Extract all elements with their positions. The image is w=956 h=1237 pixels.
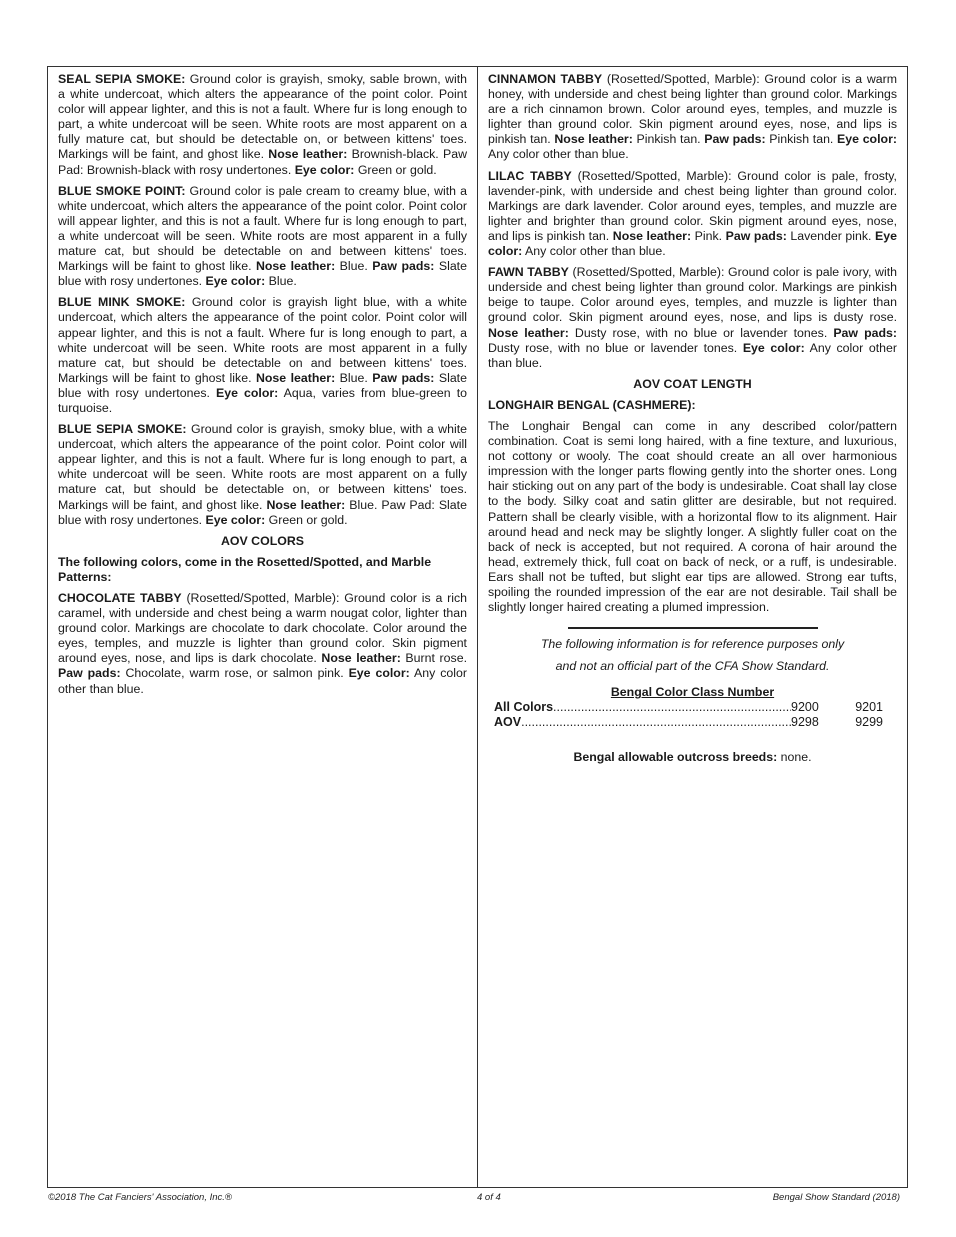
blue-mink-smoke-entry: BLUE MINK SMOKE: Ground color is grayish light blue, with a white undercoat, which alters the appearance of the point color. Point color will appear lighter, and this is not a fault. Where fur is long enough to part, a white undercoat will be seen. White roots are most apparent in a fully mature cat, but should be detectable on and between kittens' toes. Markings will be faint to ghost like. Nose leather: Blue. Paw pads: Slate blue with rosy undertones. Eye color: Aqua, varies from blue-green to turquoise.	[58, 295, 467, 415]
longhair-bengal-body: The Longhair Bengal can come in any described color/pattern combination. Coat is semi long haired, with a fine texture, and luxurious, not cottony or wooly. The coat should create an all over harmonious impression with the longer parts flowing gently into the shorter ones. Long hair sticking out on any part of the body is undesirable. Coat shall lay close to the body. Silky coat and satin glitter are desirable, but not required. Pattern shall be clearly visible, with a horizontal flow to its alignment. Hair around head and neck may be slightly longer. A slightly fuller coat on the back of neck is accepted, but not required. A corona of hair around the head, extremely thick, full coat on back of neck, or a ruff, is undesirable. Ears shall not be tufted, but slight ear tips are allowed. Strong ear tufts, spoiling the rounded impression of the ear are not desirable. Tail shall be slightly longer haired creating a plumed impression.	[488, 418, 897, 615]
entry-title: BLUE SEPIA SMOKE:	[58, 422, 187, 437]
reference-note-line-1: The following information is for reference purposes only	[540, 637, 845, 652]
outcross-breeds: Bengal allowable outcross breeds: none.	[573, 750, 812, 765]
blue-smoke-point-entry: BLUE SMOKE POINT: Ground color is pale cream to creamy blue, with a white undercoat, which alters the appearance of the point color. Point color will appear lighter, and this is not a fault. Where fur is long enough to part, a white undercoat will be seen. White roots are most apparent in a fully mature cat, but should be detectable on and between kittens' toes. Markings will be faint to ghost like. Nose leather: Blue. Paw pads: Slate blue with rosy undertones. Eye color: Blue.	[58, 183, 467, 289]
aov-colors-intro: The following colors, come in the Rosetted/Spotted, and Marble Patterns:	[58, 554, 432, 584]
reference-note-line-2: and not an official part of the CFA Show Standard.	[555, 659, 830, 674]
footer-page-number: 4 of 4	[477, 1192, 501, 1203]
seal-sepia-smoke-entry: SEAL SEPIA SMOKE: Ground color is grayish, smoky, sable brown, with a white undercoat, which alters the appearance of the point color. Point color will appear lighter, and this is not a fault. Where fur is long enough to part, a white undercoat will be seen. White roots are most apparent on a fully mature cat, but should be detectable on, or between kittens' toes. Markings will be faint, and ghost like. Nose leather: Brownish-black. Paw Pad: Brownish-black with rosy undertones. Eye color: Green or gold.	[58, 72, 467, 177]
lilac-tabby-entry: LILAC TABBY (Rosetted/Spotted, Marble): Ground color is pale, frosty, lavender-pink, with underside and chest being lighter than ground color. Markings are dark lavender. Color around eyes, temples, and muzzle are lighter and brighter than ground color. Skin pigment around eyes, nose, and lips is pinkish tan. Nose leather: Pink. Paw pads: Lavender pink. Eye color: Any color other than blue.	[488, 168, 897, 259]
blue-sepia-smoke-entry: BLUE SEPIA SMOKE: Ground color is grayish, smoky blue, with a white undercoat, which alters the appearance of the point color. Point color will appear lighter, and this is not a fault. Where fur is long enough to part, a white undercoat will be seen. White roots are most apparent on a fully mature cat, but should be detectable on, or between kittens' toes. Markings will be faint, and ghost like. Nose leather: Blue. Paw Pad: Slate blue with rosy undertones. Eye color: Green or gold.	[58, 422, 467, 527]
entry-title: CINNAMON TABBY	[488, 72, 603, 86]
chocolate-tabby-entry: CHOCOLATE TABBY (Rosetted/Spotted, Marble): Ground color is a rich caramel, with underside and chest being a warm nougat color, lighter than ground color. Markings are chocolate to dark chocolate. Color around the eyes, temples, and muzzle is lighter than ground color. Skin pigment around eyes, nose, and lips is dark chocolate. Nose leather: Burnt rose. Paw pads: Chocolate, warm rose, or salmon pink. Eye color: Any color other than blue.	[58, 591, 467, 696]
aov-colors-heading: AOV COLORS	[221, 533, 304, 548]
entry-title: SEAL SEPIA SMOKE:	[58, 72, 186, 86]
entry-title: LILAC TABBY	[488, 168, 572, 183]
longhair-bengal-heading: LONGHAIR BENGAL (CASHMERE):	[488, 397, 696, 412]
reference-rule	[568, 627, 818, 629]
aov-coat-length-heading: AOV COAT LENGTH	[633, 376, 752, 391]
right-column	[488, 72, 897, 765]
entry-title: BLUE MINK SMOKE:	[58, 295, 186, 310]
class-row-all-colors: All Colors ..... 9200 9201	[494, 700, 897, 715]
left-column	[58, 72, 467, 703]
column-divider	[477, 66, 478, 1188]
leader-dots	[521, 715, 791, 730]
color-class-title: Bengal Color Class Number	[610, 685, 775, 700]
class-row-aov: AOV ..... 9298 9299	[494, 715, 897, 730]
fawn-tabby-entry: FAWN TABBY (Rosetted/Spotted, Marble): Ground color is pale ivory, with underside and chest being lighter than ground color. Markings are pinkish beige to taupe. Color around eyes, temples, and muzzle is lighter than ground color. Skin pigment around eyes, nose, and lips is dusty rose. Nose leather: Dusty rose, with no blue or lavender tones. Paw pads: Dusty rose, with no blue or lavender tones. Eye color: Any color other than blue.	[488, 265, 897, 370]
footer-document-title: Bengal Show Standard (2018)	[772, 1192, 900, 1203]
entry-title: BLUE SMOKE POINT:	[58, 183, 186, 198]
leader-dots	[553, 700, 791, 715]
entry-title: CHOCOLATE TABBY	[58, 591, 182, 605]
entry-title: FAWN TABBY	[488, 265, 569, 280]
cinnamon-tabby-entry: CINNAMON TABBY (Rosetted/Spotted, Marble): Ground color is a warm honey, with underside and chest being lighter than ground color. Markings are a rich cinnamon brown. Color around eyes, temples, and muzzle is lighter than ground color. Skin pigment around eyes, nose, and lips is pinkish tan. Nose leather: Pinkish tan. Paw pads: Pinkish tan. Eye color: Any color other than blue.	[488, 72, 897, 162]
footer-copyright: ©2018 The Cat Fanciers' Association, Inc.®	[48, 1192, 232, 1203]
